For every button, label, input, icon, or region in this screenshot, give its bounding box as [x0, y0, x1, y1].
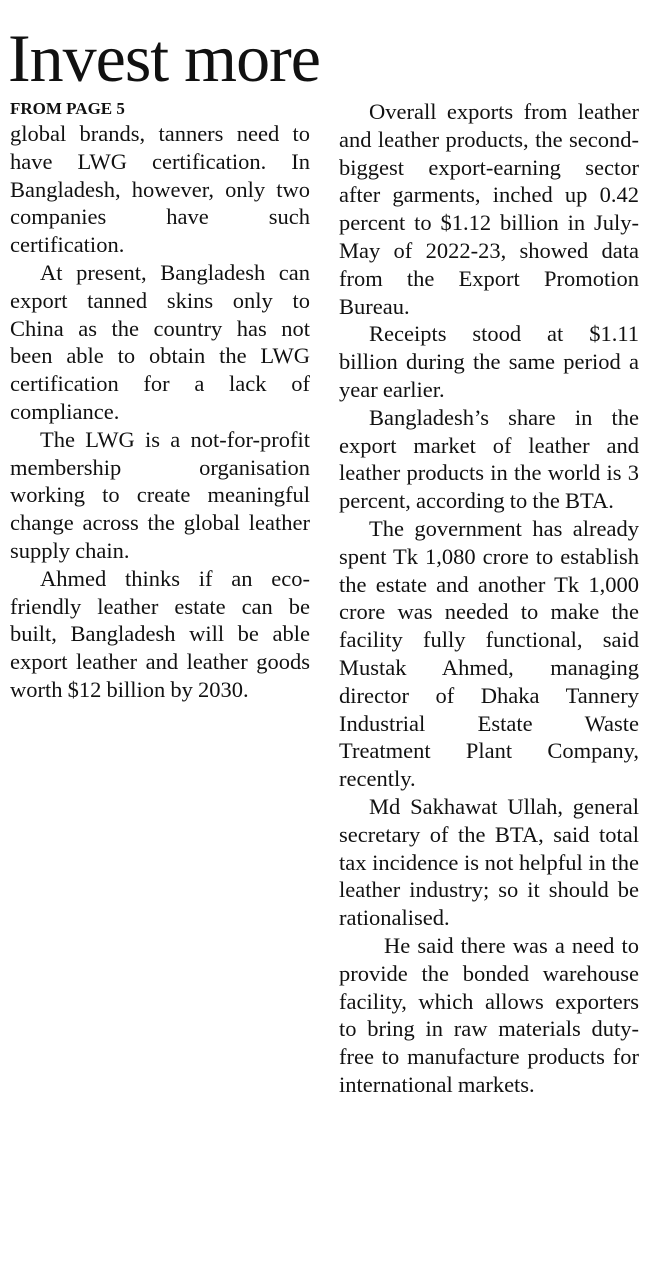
- paragraph: He said there was a need to provide the bonded warehouse facility, which allows exporters to bring in raw materials duty-free to manufacture products for international markets.: [339, 932, 639, 1097]
- article-column-right: [339, 98, 639, 1099]
- paragraph: Ahmed thinks if an eco-friendly leather estate can be built, Bangladesh will be able export leather and leather goods worth $12 billion by 2030.: [10, 565, 310, 702]
- paragraph: Receipts stood at $1.11 billion during the same period a year earlier.: [339, 321, 639, 402]
- continuation-kicker: FROM PAGE 5: [10, 99, 125, 118]
- paragraph: The LWG is a not-for-profit membership organisation working to create meaningful change across the global leather supply chain.: [10, 426, 310, 563]
- paragraph: The government has already spent Tk 1,080 crore to establish the estate and another Tk 1,000 crore was needed to make the facility fully functional, said Mustak Ahmed, managing director of Dhaka Tannery Industrial Estate Waste Treatment Plant Company, recently.: [339, 515, 639, 792]
- paragraph: Bangladesh’s share in the export market of leather and leather products in the world is 3 percent, according to the BTA.: [339, 404, 639, 514]
- paragraph: Overall exports from leather and leather products, the second-biggest export-earning sector after garments, inched up 0.42 percent to $1.12 billion in July-May of 2022-23, showed data from the Export Promotion Bureau.: [339, 99, 639, 319]
- paragraph: Md Sakhawat Ullah, general secretary of the BTA, said total tax incidence is not helpful in the leather industry; so it should be rationalised.: [339, 793, 639, 931]
- paragraph: At present, Bangladesh can export tanned skins only to China as the country has not been able to obtain the LWG certification for a lack of compliance.: [10, 259, 310, 424]
- article-column-left: [10, 98, 310, 704]
- paragraph: global brands, tanners need to have LWG certification. In Bangladesh, however, only two companies have such certification.: [10, 121, 310, 258]
- headline: Invest more: [8, 20, 320, 96]
